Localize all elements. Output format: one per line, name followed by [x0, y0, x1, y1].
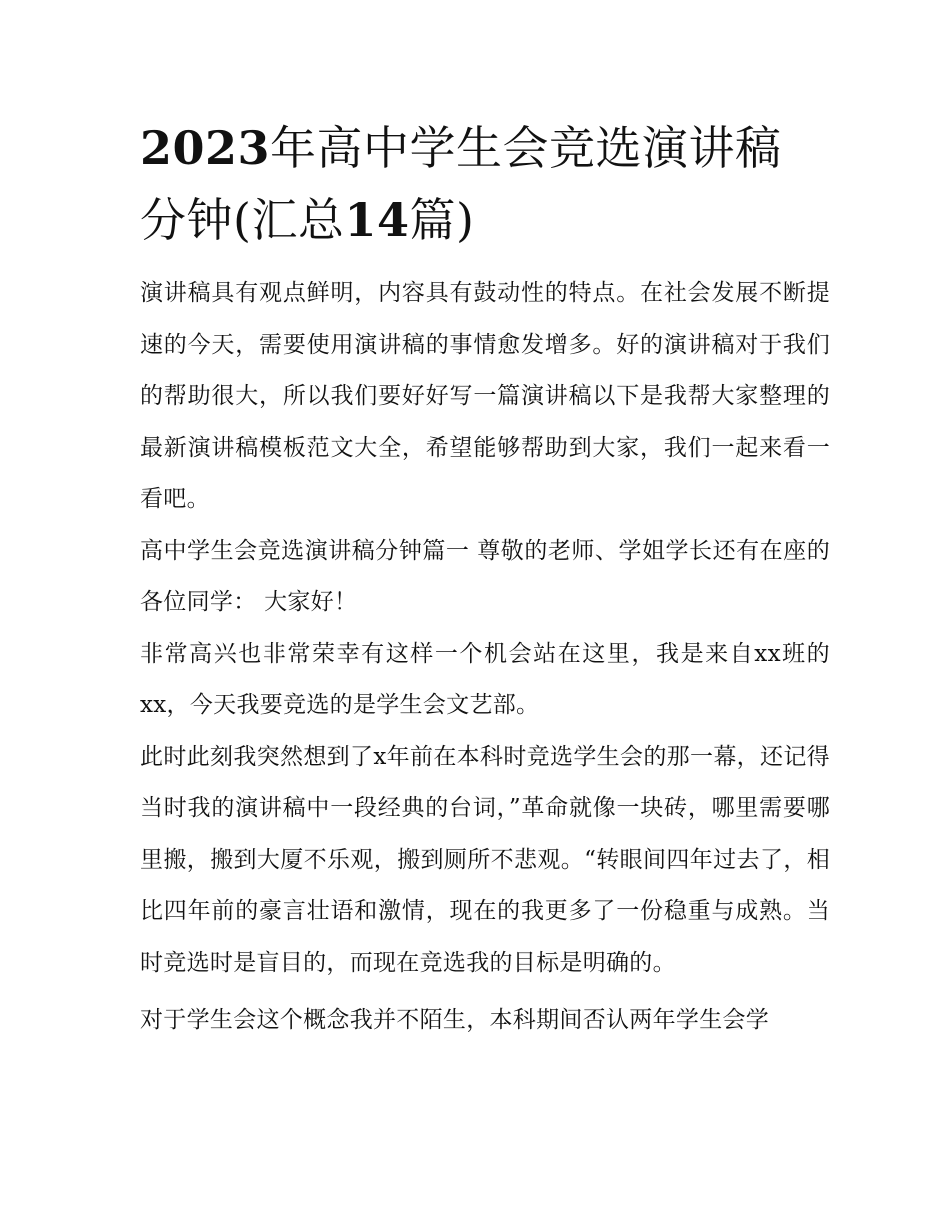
title-year: 2023 [140, 121, 271, 175]
title-text-line1: 年高中学生会竞选演讲稿 [270, 121, 782, 175]
title-text-line2-end: 篇) [409, 193, 475, 247]
title-count: 14 [344, 193, 410, 247]
speech-paragraph: 此时此刻我突然想到了x年前在本科时竞选学生会的那一幕，还记得当时我的演讲稿中一段经典的台词，”革命就像一块砖，哪里需要哪里搬，搬到大厦不乐观，搬到厕所不悲观。“转眼间四年过去了，相比四年前的豪言壮语和激情，现在的我更多了一份稳重与成熟。当时竞选时是盲目的，而现在竞选我的目标是明确的。 [140, 743, 830, 976]
intro-paragraph: 演讲稿具有观点鲜明，内容具有鼓动性的特点。在社会发展不断提速的今天，需要使用演讲稿的事情愈发增多。好的演讲稿对于我们的帮助很大，所以我们要好好写一篇演讲稿以下是我帮大家整理的最新演讲稿模板范文大全，希望能够帮助到大家，我们一起来看一看吧。 [140, 280, 830, 512]
speech-paragraph: 非常高兴也非常荣幸有这样一个机会站在这里，我是来自xx班的xx，今天我要竞选的是学生会文艺部。 [140, 640, 830, 718]
speech-heading-paragraph: 高中学生会竞选演讲稿分钟篇一 尊敬的老师、学姐学长还有在座的各位同学： 大家好！ [140, 537, 830, 615]
document-title [140, 112, 830, 256]
title-text-line2: 分钟(汇总 [140, 193, 345, 247]
speech-paragraph: 对于学生会这个概念我并不陌生，本科期间否认两年学生会学 [140, 1007, 770, 1033]
document-page [140, 112, 830, 1047]
